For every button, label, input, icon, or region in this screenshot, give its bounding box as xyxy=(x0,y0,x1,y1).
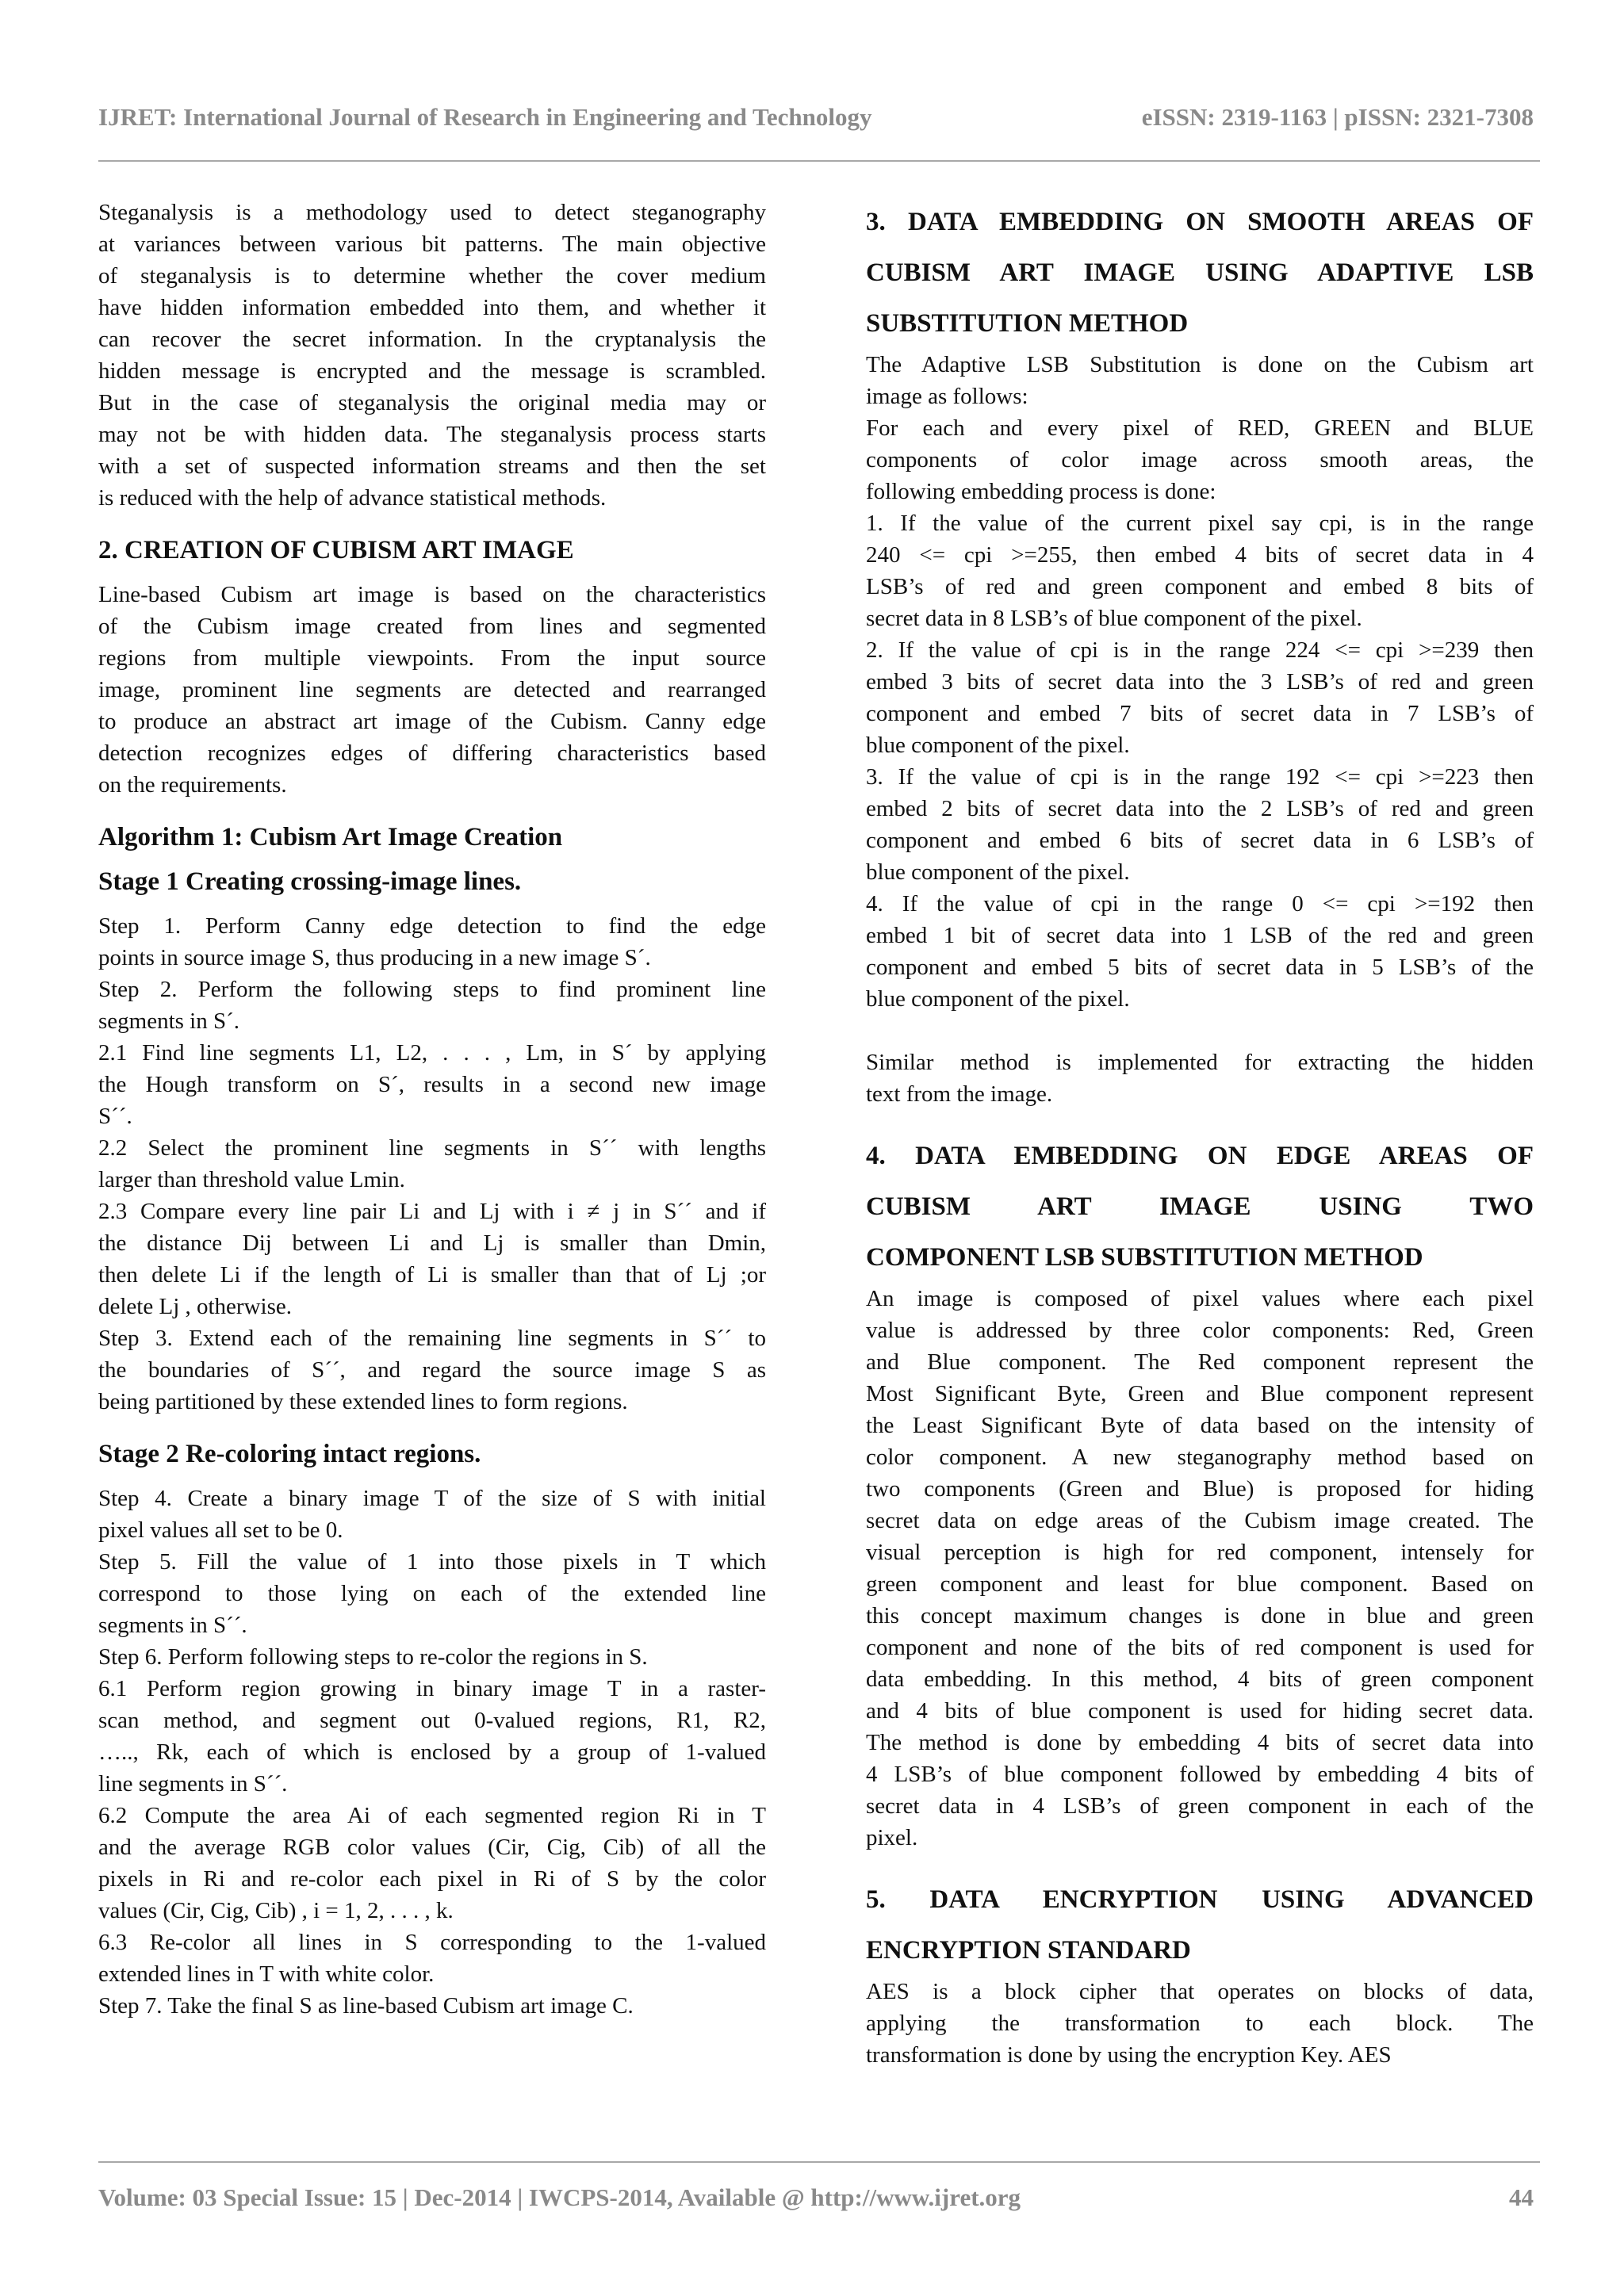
section-4-body xyxy=(866,1283,1534,1854)
text-line: delete Lj , otherwise. xyxy=(98,1294,292,1319)
text-line: AES is a block cipher that operates on blocks of data, xyxy=(866,1979,1534,2004)
section-4-heading xyxy=(866,1131,1534,1283)
header-rule xyxy=(98,160,1540,162)
text-line: The method is done by embedding 4 bits of secret data into xyxy=(866,1730,1534,1755)
text-line: 2.3 Compare every line pair Li and Lj with i ≠ j in S´´ and if xyxy=(98,1199,766,1224)
text-line: Step 3. Extend each of the remaining line segments in S´´ to xyxy=(98,1326,766,1351)
text-line: COMPONENT LSB SUBSTITUTION METHOD xyxy=(866,1243,1423,1272)
text-line: the Hough transform on S´, results in a second new image xyxy=(98,1072,766,1097)
text-line: 240 <= cpi >=255, then embed 4 bits of secret data in 4 xyxy=(866,542,1534,568)
text-line: pixels in Ri and re-color each pixel in Ri of S by the color xyxy=(98,1866,766,1892)
text-line: 6.2 Compute the area Ai of each segmented region Ri in T xyxy=(98,1803,766,1828)
text-line: LSB’s of red and green component and embed 8 bits of xyxy=(866,574,1534,599)
text-line: ….., Rk, each of which is enclosed by a group of 1-valued xyxy=(98,1739,766,1765)
text-line: 5. DATA ENCRYPTION USING ADVANCED xyxy=(866,1885,1534,1914)
section-3-body xyxy=(866,349,1534,1015)
text-line: hidden message is encrypted and the message is scrambled. xyxy=(98,358,766,384)
journal-title: IJRET: International Journal of Research in Engineering and Technology xyxy=(98,103,872,131)
text-line: the boundaries of S´´, and regard the source image S as xyxy=(98,1357,766,1383)
text-line: text from the image. xyxy=(866,1081,1053,1107)
text-line: may not be with hidden data. The steganalysis process starts xyxy=(98,422,766,447)
text-line: the distance Dij between Li and Lj is smaller than Dmin, xyxy=(98,1230,766,1256)
text-line: component and none of the bits of red component is used for xyxy=(866,1635,1534,1660)
text-line: segments in S´. xyxy=(98,1008,240,1034)
text-line: 3. If the value of cpi is in the range 192 <= cpi >=223 then xyxy=(866,764,1534,790)
text-line: detection recognizes edges of differing characteristics based xyxy=(98,740,766,766)
text-line: is reduced with the help of advance statistical methods. xyxy=(98,485,607,511)
text-line: An image is composed of pixel values where each pixel xyxy=(866,1286,1534,1311)
section-2-heading: 2. CREATION OF CUBISM ART IMAGE xyxy=(98,536,574,564)
text-line: component and embed 6 bits of secret data in 6 LSB’s of xyxy=(866,828,1534,853)
algorithm-1-heading: Algorithm 1: Cubism Art Image Creation xyxy=(98,823,563,851)
text-line: blue component of the pixel. xyxy=(866,859,1130,885)
text-line: color component. A new steganography method based on xyxy=(866,1445,1534,1470)
text-line: larger than threshold value Lmin. xyxy=(98,1167,405,1192)
text-line: regions from multiple viewpoints. From the input source xyxy=(98,645,766,671)
text-line: secret data in 8 LSB’s of blue component of the pixel. xyxy=(866,606,1362,631)
text-line: For each and every pixel of RED, GREEN and BLUE xyxy=(866,415,1534,441)
issn-info: eISSN: 2319-1163 | pISSN: 2321-7308 xyxy=(1141,103,1534,131)
text-line: 6.1 Perform region growing in binary image T in a raster- xyxy=(98,1676,766,1701)
text-line: embed 1 bit of secret data into 1 LSB of the red and green xyxy=(866,923,1534,948)
text-line: this concept maximum changes is done in blue and green xyxy=(866,1603,1534,1628)
text-line: and Blue component. The Red component represent the xyxy=(866,1349,1534,1375)
text-line: S´´. xyxy=(98,1104,132,1129)
running-header xyxy=(98,98,1534,136)
text-line: 2.2 Select the prominent line segments in S´´ with lengths xyxy=(98,1135,766,1161)
text-line: transformation is done by using the encryption Key. AES xyxy=(866,2042,1392,2068)
text-line: CUBISM ART IMAGE USING TWO xyxy=(866,1192,1534,1221)
text-line: being partitioned by these extended lines to form regions. xyxy=(98,1389,628,1414)
text-line: But in the case of steganalysis the original media may or xyxy=(98,390,766,415)
text-line: can recover the secret information. In the cryptanalysis the xyxy=(98,327,766,352)
text-line: pixel. xyxy=(866,1825,918,1850)
text-line: the Least Significant Byte of data based on the intensity of xyxy=(866,1413,1534,1438)
text-line: and 4 bits of blue component is used for hiding secret data. xyxy=(866,1698,1534,1724)
text-line: 6.3 Re-color all lines in S corresponding to the 1-valued xyxy=(98,1930,766,1955)
text-line: values (Cir, Cig, Cib) , i = 1, 2, . . . , k. xyxy=(98,1898,454,1923)
section-5-heading xyxy=(866,1874,1534,1976)
text-line: extended lines in T with white color. xyxy=(98,1961,435,1987)
text-line: component and embed 5 bits of secret data in 5 LSB’s of the xyxy=(866,955,1534,980)
text-line: blue component of the pixel. xyxy=(866,986,1130,1012)
text-line: scan method, and segment out 0-valued regions, R1, R2, xyxy=(98,1708,766,1733)
text-line: The Adaptive LSB Substitution is done on the Cubism art xyxy=(866,352,1534,377)
text-line: 1. If the value of the current pixel say cpi, is in the range xyxy=(866,511,1534,536)
right-column xyxy=(866,197,1534,2071)
page-number: 44 xyxy=(1509,2183,1534,2211)
text-line: have hidden information embedded into them, and whether it xyxy=(98,295,766,320)
text-line: image, prominent line segments are detected and rearranged xyxy=(98,677,766,702)
text-line: CUBISM ART IMAGE USING ADAPTIVE LSB xyxy=(866,258,1534,287)
text-line: ENCRYPTION STANDARD xyxy=(866,1936,1191,1965)
text-line: at variances between various bit patterns. The main objective xyxy=(98,232,766,257)
text-line: components of color image across smooth areas, the xyxy=(866,447,1534,473)
text-line: embed 3 bits of secret data into the 3 LSB’s of red and green xyxy=(866,669,1534,695)
text-line: pixel values all set to be 0. xyxy=(98,1517,343,1543)
text-line: Most Significant Byte, Green and Blue component represent xyxy=(866,1381,1534,1406)
text-line: then delete Li if the length of Li is smaller than that of Lj ;or xyxy=(98,1262,766,1288)
text-line: blue component of the pixel. xyxy=(866,733,1130,758)
text-line: 2. If the value of cpi is in the range 224 <= cpi >=239 then xyxy=(866,637,1534,663)
running-footer xyxy=(98,2179,1534,2217)
text-line: of the Cubism image created from lines and segmented xyxy=(98,614,766,639)
text-line: data embedding. In this method, 4 bits of green component xyxy=(866,1667,1534,1692)
text-line: Step 4. Create a binary image T of the size of S with initial xyxy=(98,1486,766,1511)
text-line: Step 1. Perform Canny edge detection to find the edge xyxy=(98,913,766,939)
text-line: secret data in 4 LSB’s of green component in each of the xyxy=(866,1793,1534,1819)
text-line: Similar method is implemented for extracting the hidden xyxy=(866,1050,1534,1075)
text-line: with a set of suspected information streams and then the set xyxy=(98,453,766,479)
stage-2-steps xyxy=(98,1483,766,2022)
section-3-extraction-note xyxy=(866,1047,1534,1110)
text-line: Step 5. Fill the value of 1 into those pixels in T which xyxy=(98,1549,766,1575)
left-column xyxy=(98,197,766,2022)
text-line: Step 2. Perform the following steps to find prominent line xyxy=(98,977,766,1002)
text-line: correspond to those lying on each of the extended line xyxy=(98,1581,766,1606)
text-line: embed 2 bits of secret data into the 2 LSB’s of red and green xyxy=(866,796,1534,821)
section-2-body xyxy=(98,579,766,801)
text-line: 3. DATA EMBEDDING ON SMOOTH AREAS OF xyxy=(866,208,1534,236)
text-line: points in source image S, thus producing in a new image S´. xyxy=(98,945,651,970)
text-line: 4 LSB’s of blue component followed by embedding 4 bits of xyxy=(866,1762,1534,1787)
stage-1-steps xyxy=(98,910,766,1418)
text-line: Line-based Cubism art image is based on the characteristics xyxy=(98,582,766,607)
text-line: and the average RGB color values (Cir, Cig, Cib) of all the xyxy=(98,1835,766,1860)
text-line: component and embed 7 bits of secret data in 7 LSB’s of xyxy=(866,701,1534,726)
text-line: Step 6. Perform following steps to re-color the regions in S. xyxy=(98,1644,648,1670)
volume-info: Volume: 03 Special Issue: 15 | Dec-2014 | IWCPS-2014, Available @ http://www.ijret.org xyxy=(98,2183,1021,2211)
text-line: applying the transformation to each block. The xyxy=(866,2011,1534,2036)
text-line: following embedding process is done: xyxy=(866,479,1216,504)
section-3-heading xyxy=(866,197,1534,349)
text-line: secret data on edge areas of the Cubism image created. The xyxy=(866,1508,1534,1533)
text-line: value is addressed by three color components: Red, Green xyxy=(866,1318,1534,1343)
footer-rule xyxy=(98,2161,1540,2163)
section-5-body xyxy=(866,1976,1534,2071)
text-line: 2.1 Find line segments L1, L2, . . . , Lm, in S´ by applying xyxy=(98,1040,766,1066)
text-line: line segments in S´´. xyxy=(98,1771,288,1797)
text-line: visual perception is high for red component, intensely for xyxy=(866,1540,1534,1565)
text-line: segments in S´´. xyxy=(98,1613,247,1638)
text-line: SUBSTITUTION METHOD xyxy=(866,309,1189,338)
text-line: on the requirements. xyxy=(98,772,287,798)
text-line: 4. DATA EMBEDDING ON EDGE AREAS OF xyxy=(866,1142,1534,1170)
intro-paragraph xyxy=(98,197,766,514)
text-line: to produce an abstract art image of the Cubism. Canny edge xyxy=(98,709,766,734)
text-line: two components (Green and Blue) is proposed for hiding xyxy=(866,1476,1534,1502)
text-line: image as follows: xyxy=(866,384,1028,409)
text-line: Step 7. Take the final S as line-based Cubism art image C. xyxy=(98,1993,634,2019)
text-line: 4. If the value of cpi in the range 0 <= cpi >=192 then xyxy=(866,891,1534,916)
text-line: Steganalysis is a methodology used to detect steganography xyxy=(98,200,766,225)
text-line: green component and least for blue component. Based on xyxy=(866,1571,1534,1597)
stage-1-heading: Stage 1 Creating crossing-image lines. xyxy=(98,867,522,896)
text-line: of steganalysis is to determine whether the cover medium xyxy=(98,263,766,289)
stage-2-heading: Stage 2 Re-coloring intact regions. xyxy=(98,1440,481,1468)
